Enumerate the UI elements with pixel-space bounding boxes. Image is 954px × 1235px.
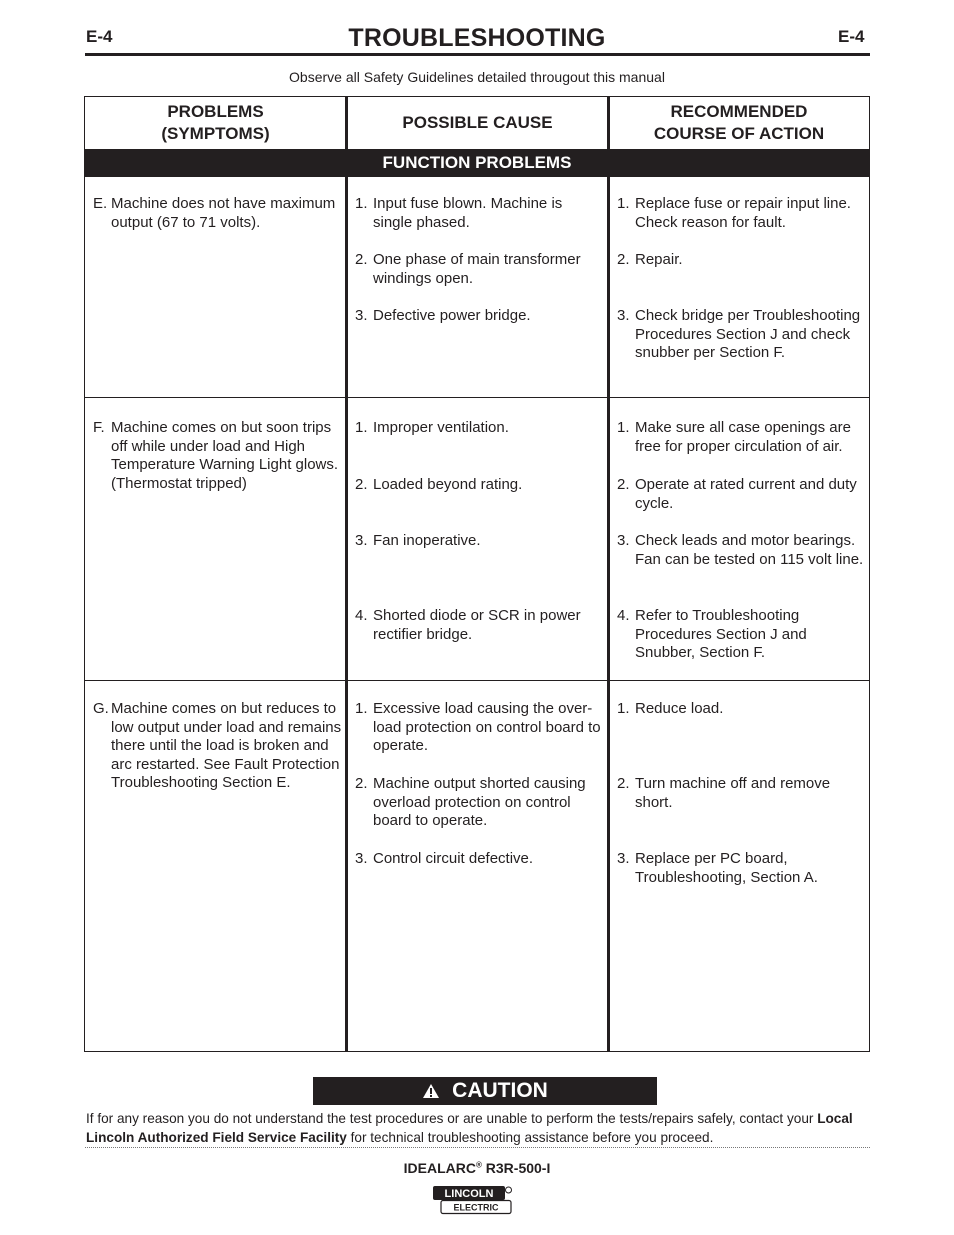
registered-mark: ®: [475, 1160, 482, 1170]
problem-text: Machine comes on but reduces to low output under load and remains there until the load is broken and arc restarted. See Fault Protection Troubleshooting Section E.: [111, 700, 342, 791]
action-number: 2.: [617, 775, 630, 792]
action-f-4: [617, 607, 867, 663]
column-divider: [345, 97, 348, 1051]
caution-note-text: If for any reason you do not understand the test procedures or are unable to perform the tests/repairs safely, contact your: [86, 1111, 818, 1126]
caution-label: CAUTION: [452, 1079, 548, 1102]
action-number: 1.: [617, 419, 630, 436]
action-text: Turn machine off and remove short.: [635, 775, 831, 811]
cause-number: 2.: [355, 251, 368, 268]
cause-number: 1.: [355, 700, 368, 717]
action-number: 3.: [617, 532, 630, 549]
problem-g: [93, 700, 345, 793]
cause-e-1: [355, 195, 605, 232]
section-title: FUNCTION PROBLEMS: [85, 149, 869, 177]
action-text: Check bridge per Troubleshooting Procedures Section J and check snubber per Section F.: [635, 307, 861, 361]
cause-number: 4.: [355, 607, 368, 624]
problem-letter: E.: [93, 195, 108, 212]
problem-e: [93, 195, 345, 232]
cause-number: 3.: [355, 307, 368, 324]
model-name: [0, 1160, 954, 1176]
action-f-2: [617, 476, 867, 513]
action-number: 1.: [617, 195, 630, 212]
action-text: Replace per PC board, Troubleshooting, Section A.: [635, 850, 818, 886]
cause-f-2: [355, 476, 605, 495]
cause-f-3: [355, 532, 605, 551]
warning-triangle-icon: [422, 1083, 440, 1099]
caution-banner: [313, 1077, 657, 1105]
cause-text: Machine output shorted causing overload protection on control board to operate.: [373, 775, 586, 829]
cause-number: 1.: [355, 195, 368, 212]
problem-letter: F.: [93, 419, 105, 436]
cause-text: Input fuse blown. Machine is single phased.: [373, 195, 563, 231]
action-f-3: [617, 532, 867, 569]
cause-e-2: [355, 251, 605, 288]
troubleshooting-table: [84, 96, 870, 1052]
action-text: Refer to Troubleshooting Procedures Section J and Snubber, Section F.: [635, 607, 807, 661]
action-text: Make sure all case openings are free for proper circulation of air.: [635, 419, 851, 455]
model-number: R3R-500-I: [481, 1160, 551, 1176]
action-number: 2.: [617, 251, 630, 268]
caution-note-bold: Lincoln Authorized Field Service Facility: [86, 1130, 347, 1145]
caution-note: [86, 1109, 876, 1147]
cause-text: Shorted diode or SCR in power rectifier bridge.: [373, 607, 581, 643]
action-e-2: [617, 251, 867, 270]
action-f-1: [617, 419, 867, 456]
cause-text: One phase of main transformer windings open.: [373, 251, 581, 287]
column-header-recommended-action: [609, 97, 869, 149]
cause-number: 1.: [355, 419, 368, 436]
safety-note: Observe all Safety Guidelines detailed througout this manual: [289, 69, 665, 85]
page-id-right: E-4: [838, 27, 865, 46]
cause-g-1: [355, 700, 605, 756]
action-number: 4.: [617, 607, 630, 624]
cause-number: 3.: [355, 532, 368, 549]
action-number: 3.: [617, 850, 630, 867]
cause-text: Improper ventilation.: [373, 419, 509, 436]
action-g-1: [617, 700, 867, 719]
cause-text: Defective power bridge.: [373, 307, 531, 324]
row-divider: [85, 397, 869, 398]
problem-f: [93, 419, 345, 493]
action-text: Repair.: [635, 251, 683, 268]
cause-g-2: [355, 775, 605, 831]
action-e-1: [617, 195, 867, 232]
problem-text: Machine does not have maximum output (67 to 71 volts).: [111, 195, 336, 231]
logo-top-text: LINCOLN: [444, 1188, 494, 1200]
row-divider: [85, 680, 869, 681]
caution-note-bold: Local: [817, 1111, 853, 1126]
cause-text: Fan inoperative.: [373, 532, 481, 549]
caution-note-text: for technical troubleshooting assistance before you proceed.: [346, 1130, 714, 1145]
page-title: TROUBLESHOOTING: [348, 24, 606, 52]
cause-number: 2.: [355, 775, 368, 792]
cause-text: Control circuit defective.: [373, 850, 534, 867]
action-text: Operate at rated current and duty cycle.: [635, 476, 857, 512]
cause-text: Excessive load causing the over-load protection on control board to operate.: [373, 700, 601, 754]
action-number: 3.: [617, 307, 630, 324]
cause-number: 2.: [355, 476, 368, 493]
column-header-problems-line1: PROBLEMS: [167, 102, 264, 121]
action-g-2: [617, 775, 867, 812]
action-number: 1.: [617, 700, 630, 717]
action-number: 2.: [617, 476, 630, 493]
page-id-left: E-4: [86, 27, 113, 46]
column-header-problems-line2: (SYMPTOMS): [161, 124, 270, 143]
column-header-action-line2: COURSE OF ACTION: [653, 124, 825, 143]
column-header-problems: [85, 97, 346, 149]
logo-bottom-text: ELECTRIC: [453, 1202, 499, 1213]
action-text: Reduce load.: [635, 700, 724, 717]
action-e-3: [617, 307, 867, 363]
column-divider: [607, 97, 610, 1051]
cause-number: 3.: [355, 850, 368, 867]
cause-f-4: [355, 607, 605, 644]
footer-divider: [85, 1147, 870, 1148]
action-text: Replace fuse or repair input line. Check reason for fault.: [635, 195, 851, 231]
problem-letter: G.: [93, 700, 109, 717]
column-header-possible-cause: POSSIBLE CAUSE: [402, 113, 553, 132]
column-header-action-line1: RECOMMENDED: [670, 102, 808, 121]
cause-text: Loaded beyond rating.: [373, 476, 523, 493]
action-g-3: [617, 850, 867, 887]
cause-g-3: [355, 850, 605, 869]
cause-f-1: [355, 419, 605, 438]
cause-e-3: [355, 307, 605, 326]
header-rule: [85, 53, 870, 56]
lincoln-electric-logo: [432, 1185, 514, 1216]
model-brand: IDEALARC: [403, 1160, 476, 1176]
problem-text: Machine comes on but soon trips off while under load and High Temperature Warning Light glows. (Thermostat tripped): [111, 419, 339, 492]
action-text: Check leads and motor bearings. Fan can be tested on 115 volt line.: [635, 532, 864, 568]
